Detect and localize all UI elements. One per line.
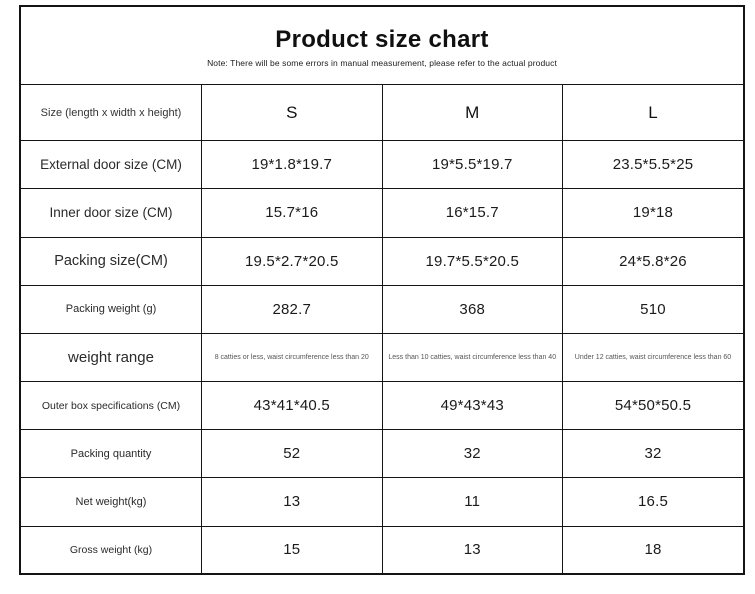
cell-value: 19.7*5.5*20.5: [382, 237, 563, 285]
cell-value: 13: [202, 478, 383, 526]
cell-value: Under 12 catties, waist circumference less than 60: [563, 333, 744, 381]
chart-header: [21, 7, 743, 84]
cell-value: 18: [563, 526, 744, 573]
cell-value: 282.7: [202, 285, 383, 333]
column-header-s: S: [202, 85, 383, 141]
row-label: External door size (CM): [21, 141, 202, 189]
cell-value: 15: [202, 526, 383, 573]
row-label: Packing size(CM): [21, 237, 202, 285]
cell-value: 16.5: [563, 478, 744, 526]
cell-value: 19*1.8*19.7: [202, 141, 383, 189]
table-row-outer-box-specifications: [21, 382, 743, 430]
cell-value: 19*18: [563, 189, 744, 237]
table-row-inner-door-size: [21, 189, 743, 237]
row-label: Outer box specifications (CM): [21, 382, 202, 430]
cell-value: 11: [382, 478, 563, 526]
row-label: weight range: [21, 333, 202, 381]
column-header-l: L: [563, 85, 744, 141]
table-row-weight-range: [21, 333, 743, 381]
row-label: Packing quantity: [21, 430, 202, 478]
column-header-m: M: [382, 85, 563, 141]
row-label: Gross weight (kg): [21, 526, 202, 573]
row-label: Packing weight (g): [21, 285, 202, 333]
cell-value: 19.5*2.7*20.5: [202, 237, 383, 285]
table-row-packing-weight: [21, 285, 743, 333]
cell-value: 54*50*50.5: [563, 382, 744, 430]
table-row-packing-size: [21, 237, 743, 285]
size-dimension-header: Size (length x width x height): [21, 85, 202, 141]
size-chart-panel: [19, 5, 745, 575]
page-title: Product size chart: [275, 25, 489, 53]
size-table: [21, 84, 743, 573]
cell-value: Less than 10 catties, waist circumference less than 40: [382, 333, 563, 381]
cell-value: 49*43*43: [382, 382, 563, 430]
cell-value: 15.7*16: [202, 189, 383, 237]
cell-value: 32: [382, 430, 563, 478]
table-row-gross-weight: [21, 526, 743, 573]
cell-value: 13: [382, 526, 563, 573]
measurement-note: Note: There will be some errors in manual measurement, please refer to the actual product: [207, 57, 557, 68]
cell-value: 16*15.7: [382, 189, 563, 237]
table-row-net-weight: [21, 478, 743, 526]
table-row-external-door-size: [21, 141, 743, 189]
row-label: Inner door size (CM): [21, 189, 202, 237]
table-header-row: [21, 85, 743, 141]
cell-value: 19*5.5*19.7: [382, 141, 563, 189]
cell-value: 8 catties or less, waist circumference less than 20: [202, 333, 383, 381]
cell-value: 43*41*40.5: [202, 382, 383, 430]
cell-value: 510: [563, 285, 744, 333]
cell-value: 32: [563, 430, 744, 478]
cell-value: 368: [382, 285, 563, 333]
cell-value: 24*5.8*26: [563, 237, 744, 285]
cell-value: 23.5*5.5*25: [563, 141, 744, 189]
table-row-packing-quantity: [21, 430, 743, 478]
cell-value: 52: [202, 430, 383, 478]
row-label: Net weight(kg): [21, 478, 202, 526]
